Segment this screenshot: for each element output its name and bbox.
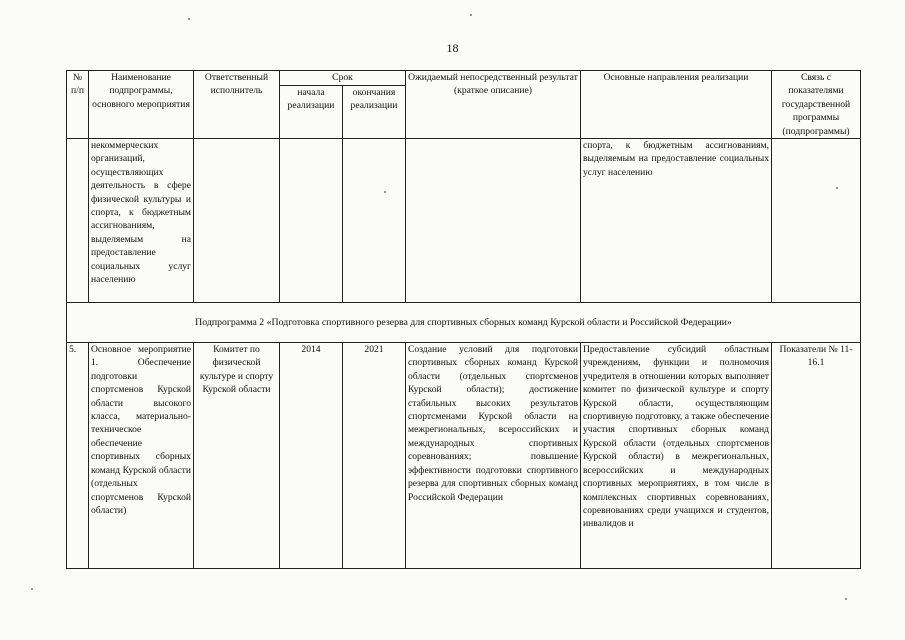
scan-speck xyxy=(188,18,190,20)
cell-start xyxy=(280,139,343,303)
cell-name: Основное мероприятие 1. Обеспечение подготовки спортсменов Курской области высокого класса, материально-техническое обеспечение спортивных сборных команд Курской области (отдельных спортсменов Курской области) xyxy=(89,343,194,569)
cell-start: 2014 xyxy=(280,343,343,569)
cell-directions: Предоставление субсидий областным учреждениям, функции и полномочия учредителя в отношении которых выполняет комитет по физической культуре и спорту Курской области, осуществляющим спортивную подготовку, а также обеспечение участия спортивных сборных команд Курской области (отдельных спортсменов Курской области) в межрегиональных, всероссийских и международных спортивных мероприятиях, в том числе в комплексных спортивных соревнованиях, соревнованиях среди учащихся и студентов, инвалидов и xyxy=(581,343,772,569)
cell-num xyxy=(67,139,89,303)
header-num: № п/п xyxy=(67,71,89,139)
cell-link: Показатели № 11-16.1 xyxy=(772,343,861,569)
header-result: Ожидаемый непосредственный результат (краткое описание) xyxy=(406,71,581,139)
header-end: окончания реализации xyxy=(343,85,406,139)
scan-speck xyxy=(384,191,386,193)
cell-link xyxy=(772,139,861,303)
page-number: 18 xyxy=(446,41,459,55)
cell-end xyxy=(343,139,406,303)
cell-result: Создание условий для подготовки спортивных сборных команд Курской области (отдельных спортсменов Курской области); достижение стабильных высоких результатов спортсменами Курской области на межрегиональных, всероссийских и международных спортивных соревнованиях; повышение эффективности подготовки спортивного резерва для спортивных сборных команд Российской Федерации xyxy=(406,343,581,569)
header-name: Наименование подпрограммы, основного мероприятия xyxy=(89,71,194,139)
cell-result xyxy=(406,139,581,303)
header-term: Срок xyxy=(280,71,406,86)
cell-directions: спорта, к бюджетным ассигнованиям, выделяемым на предоставление социальных услуг населению xyxy=(581,139,772,303)
header-executor: Ответственный исполнитель xyxy=(194,71,280,139)
cell-name: некоммерческих организаций, осуществляющих деятельность в сфере физической культуры и спорта, к бюджетным ассигнованиям, выделяемым на предоставление социальных услуг населению xyxy=(89,139,194,303)
header-start: начала реализации xyxy=(280,85,343,139)
program-table xyxy=(66,70,861,569)
header-link: Связь с показателями государственной программы (подпрограммы) xyxy=(772,71,861,139)
cell-executor xyxy=(194,139,280,303)
cell-num: 5. xyxy=(67,343,89,569)
subprogram-title: Подпрограмма 2 «Подготовка спортивного резерва для спортивных сборных команд Курской области и Российской Федерации» xyxy=(67,303,861,343)
cell-end: 2021 xyxy=(343,343,406,569)
table-row-5 xyxy=(67,343,861,569)
cell-executor: Комитет по физической культуре и спорту Курской области xyxy=(194,343,280,569)
header-directions: Основные направления реализации xyxy=(581,71,772,139)
table-row-continued xyxy=(67,139,861,303)
scan-speck xyxy=(845,598,847,600)
scan-speck xyxy=(836,187,838,189)
scan-speck xyxy=(470,14,472,16)
scan-speck xyxy=(31,588,33,590)
